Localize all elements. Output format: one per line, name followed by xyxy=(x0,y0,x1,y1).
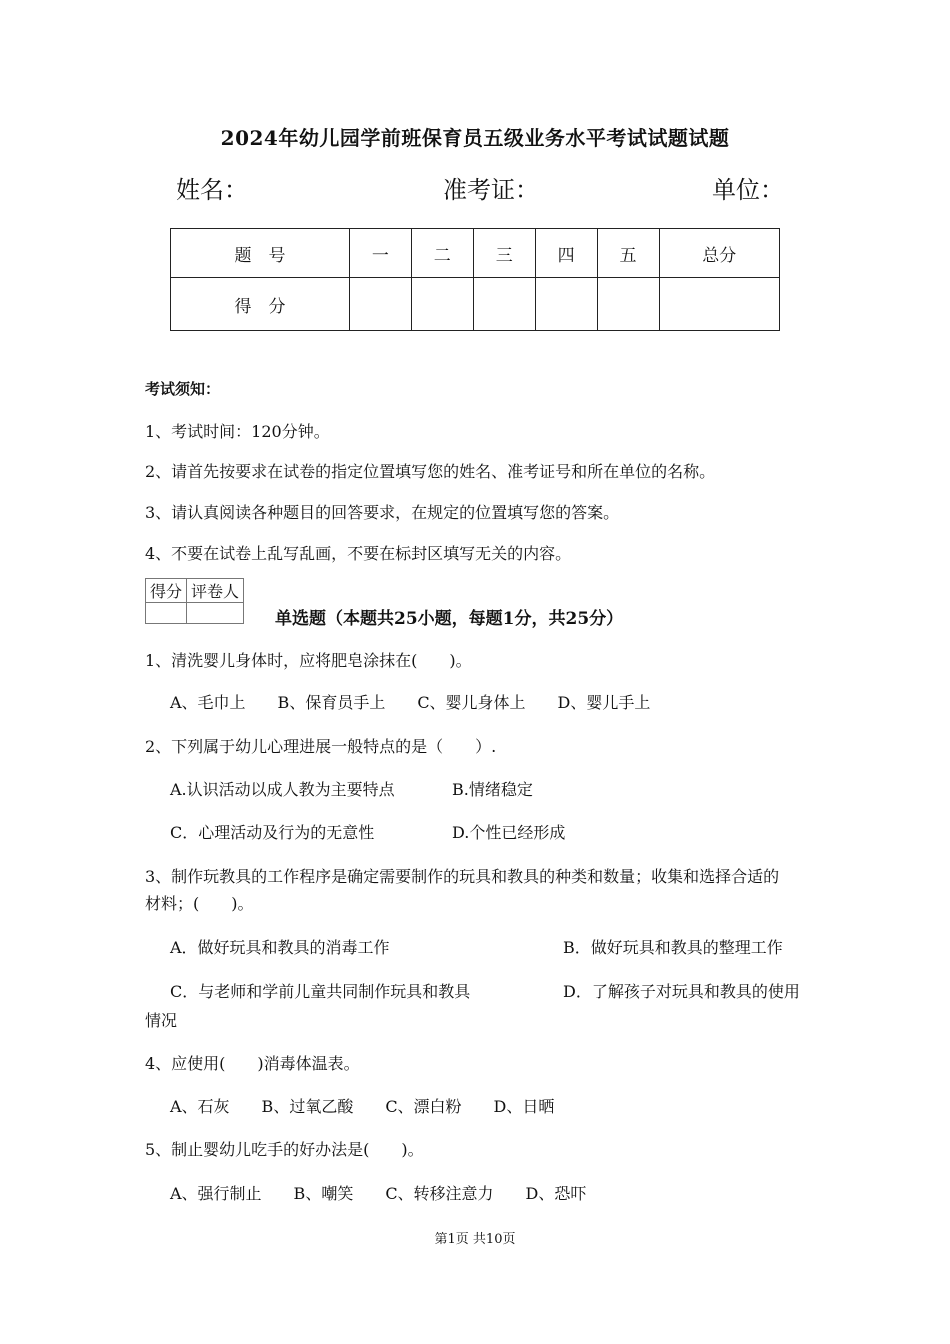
question-2-option-d: D.个性已经形成 xyxy=(452,823,566,842)
question-2-option-c: C．心理活动及行为的无意性 xyxy=(170,823,375,842)
question-3-option-a: A．做好玩具和教具的消毒工作 xyxy=(170,938,390,957)
grader-score-label: 得分 xyxy=(146,579,187,603)
score-cell xyxy=(349,278,411,331)
score-header-label: 题 号 xyxy=(171,229,350,278)
score-header-total: 总分 xyxy=(659,229,779,278)
name-label: 姓名： xyxy=(176,176,248,204)
score-table xyxy=(170,228,780,331)
question-4-stem: 4、应使用( )消毒体温表。 xyxy=(145,1054,360,1073)
score-cell xyxy=(411,278,473,331)
score-cell xyxy=(535,278,597,331)
question-3-option-d-cont: 情况 xyxy=(145,1011,178,1030)
score-header-3: 三 xyxy=(473,229,535,278)
notice-item: 3、请认真阅读各种题目的回答要求，在规定的位置填写您的答案。 xyxy=(145,503,620,522)
grader-score-cell xyxy=(146,603,187,624)
score-cell xyxy=(473,278,535,331)
grader-reviewer-label: 评卷人 xyxy=(187,579,244,603)
section-title: 单选题（本题共25小题，每题1分，共25分） xyxy=(275,609,624,629)
score-header-1: 一 xyxy=(349,229,411,278)
grader-box xyxy=(145,578,244,624)
notice-item: 4、不要在试卷上乱写乱画，不要在标封区填写无关的内容。 xyxy=(145,544,572,563)
score-cell xyxy=(597,278,659,331)
question-1-stem: 1、清洗婴儿身体时，应将肥皂涂抹在( )。 xyxy=(145,651,472,670)
question-2-option-b: B.情绪稳定 xyxy=(452,780,533,799)
question-3-option-c: C．与老师和学前儿童共同制作玩具和教具 xyxy=(170,982,471,1001)
question-3-option-b: B．做好玩具和教具的整理工作 xyxy=(563,938,783,957)
score-header-5: 五 xyxy=(597,229,659,278)
question-2-option-a: A.认识活动以成人教为主要特点 xyxy=(170,780,395,799)
question-3-stem-cont: 材料；( )。 xyxy=(145,894,254,913)
question-5-options: A、强行制止 B、嘲笑 C、转移注意力 D、恐吓 xyxy=(170,1184,587,1203)
grader-reviewer-cell xyxy=(187,603,244,624)
question-4-options: A、石灰 B、过氧乙酸 C、漂白粉 D、日晒 xyxy=(170,1097,555,1116)
notice-item: 1、考试时间：120分钟。 xyxy=(145,422,330,441)
score-header-2: 二 xyxy=(411,229,473,278)
notice-heading: 考试须知： xyxy=(145,380,221,398)
notice-item: 2、请首先按要求在试卷的指定位置填写您的姓名、准考证号和所在单位的名称。 xyxy=(145,462,716,481)
question-1-options: A、毛巾上 B、保育员手上 C、婴儿身体上 D、婴儿手上 xyxy=(170,693,651,712)
exam-title: 2024年幼儿园学前班保育员五级业务水平考试试题试题 xyxy=(220,126,730,150)
unit-label: 单位： xyxy=(712,176,784,204)
score-cell xyxy=(659,278,779,331)
question-5-stem: 5、制止婴幼儿吃手的好办法是( )。 xyxy=(145,1140,424,1159)
score-row-label: 得 分 xyxy=(171,278,350,331)
page-footer: 第1页 共10页 xyxy=(434,1232,516,1247)
score-header-4: 四 xyxy=(535,229,597,278)
question-2-stem: 2、下列属于幼儿心理进展一般特点的是（ ）. xyxy=(145,737,497,756)
question-3-option-d: D．了解孩子对玩具和教具的使用 xyxy=(563,982,800,1001)
question-3-stem: 3、制作玩教具的工作程序是确定需要制作的玩具和教具的种类和数量；收集和选择合适的 xyxy=(145,867,780,886)
exam-number-label: 准考证： xyxy=(443,176,539,204)
